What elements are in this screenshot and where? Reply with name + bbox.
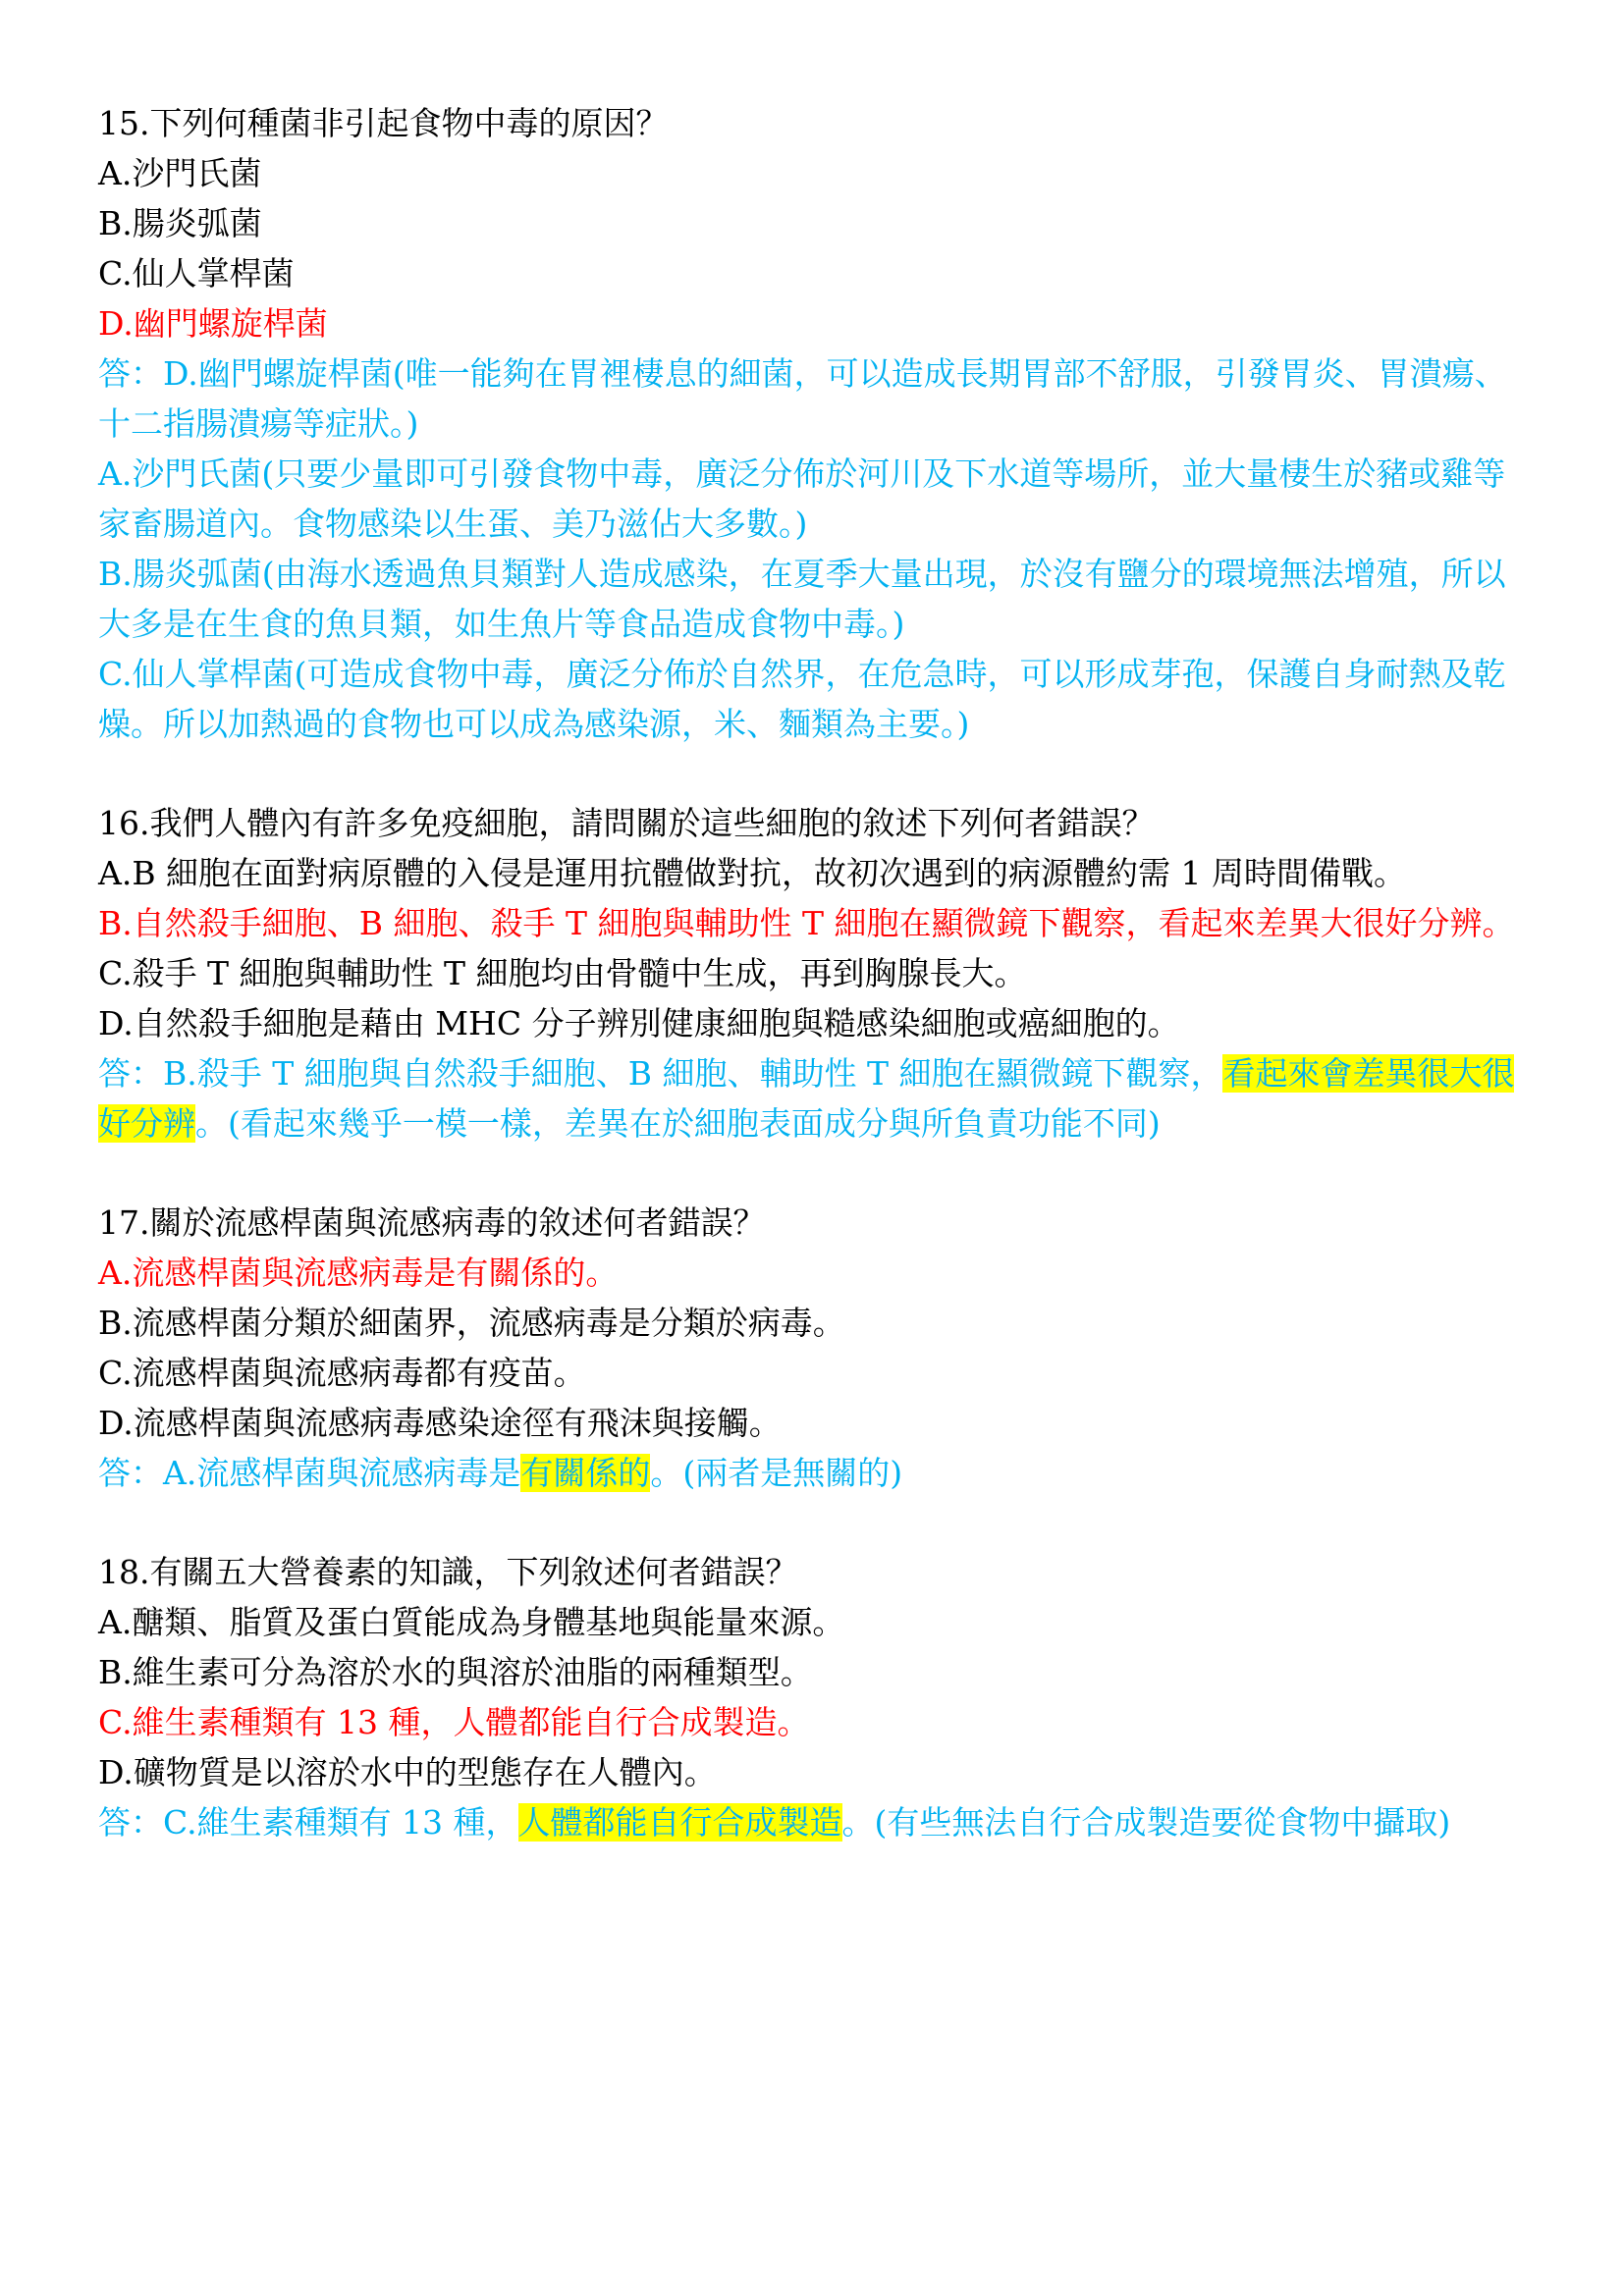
option-d: D.流感桿菌與流感病毒感染途徑有飛沫與接觸。 (98, 1404, 782, 1442)
option-d: D.礦物質是以溶於水中的型態存在人體內。 (98, 1753, 717, 1791)
answer-suffix: 。(有些無法自行合成製造要從食物中攝取) (841, 1803, 1451, 1842)
question-stem: 15.下列何種菌非引起食物中毒的原因？ (98, 104, 669, 142)
question-16 (98, 798, 1532, 1148)
question-stem: 17.關於流感桿菌與流感病毒的敘述何者錯誤？ (98, 1203, 766, 1242)
option-d: D.自然殺手細胞是藉由 MHC 分子辨別健康細胞與糙感染細胞或癌細胞的。 (98, 1004, 1180, 1042)
option-c: C.仙人掌桿菌 (98, 254, 295, 293)
answer-line (98, 1448, 1532, 1498)
option-b: B.腸炎弧菌 (98, 204, 262, 242)
answer-suffix: 。(兩者是無關的) (650, 1454, 903, 1492)
answer-prefix: 答：B.殺手 T 細胞與自然殺手細胞、B 細胞、輔助性 T 細胞在顯微鏡下觀察， (98, 1054, 1223, 1093)
option-c: C.流感桿菌與流感病毒都有疫苗。 (98, 1354, 586, 1392)
explanation-c: C.仙人掌桿菌(可造成食物中毒，廣泛分佈於自然界，在危急時，可以形成芽孢，保護自身耐熱及乾燥。所以加熱過的食物也可以成為感染源，米、麵類為主要。) (98, 655, 1506, 743)
document-page (98, 98, 1532, 1896)
option-d-correct: D.幽門螺旋桿菌 (98, 304, 328, 343)
option-b: B.流感桿菌分類於細菌界，流感病毒是分類於病毒。 (98, 1304, 845, 1342)
option-a-correct: A.流感桿菌與流感病毒是有關係的。 (98, 1254, 619, 1292)
question-17 (98, 1198, 1532, 1498)
question-18 (98, 1547, 1532, 1847)
answer-highlight: 人體都能自行合成製造 (517, 1803, 842, 1842)
answer-highlight: 看起來會差異很大很好分辨 (98, 1054, 1515, 1143)
answer-line (98, 1048, 1532, 1148)
option-b: B.維生素可分為溶於水的與溶於油脂的兩種類型。 (98, 1653, 813, 1691)
answer-line (98, 1797, 1532, 1847)
question-stem: 18.有關五大營養素的知識，下列敘述何者錯誤？ (98, 1553, 798, 1591)
answer-suffix: 。(看起來幾乎一模一樣，差異在於細胞表面成分與所負責功能不同) (195, 1104, 1161, 1143)
option-a: A.沙門氏菌 (98, 154, 262, 192)
question-15 (98, 98, 1532, 749)
answer-prefix: 答：C.維生素種類有 13 種， (98, 1803, 518, 1842)
answer-line: 答：D.幽門螺旋桿菌(唯一能夠在胃裡棲息的細菌，可以造成長期胃部不舒服，引發胃炎、胃潰瘍、十二指腸潰瘍等症狀。) (98, 354, 1507, 443)
question-stem: 16.我們人體內有許多免疫細胞，請問關於這些細胞的敘述下列何者錯誤？ (98, 804, 1155, 842)
explanation-a: A.沙門氏菌(只要少量即可引發食物中毒，廣泛分佈於河川及下水道等場所，並大量棲生於豬或雞等家畜腸道內。食物感染以生蛋、美乃滋佔大多數。) (98, 454, 1506, 543)
answer-prefix: 答：A.流感桿菌與流感病毒是 (98, 1454, 521, 1492)
option-a: A.醣類、脂質及蛋白質能成為身體基地與能量來源。 (98, 1603, 845, 1641)
answer-highlight: 有關係的 (520, 1454, 651, 1492)
option-c: C.殺手 T 細胞與輔助性 T 細胞均由骨髓中生成，再到胸腺長大。 (98, 954, 1027, 992)
explanation-b: B.腸炎弧菌(由海水透過魚貝類對人造成感染，在夏季大量出現，於沒有鹽分的環境無法增殖，所以大多是在生食的魚貝類，如生魚片等食品造成食物中毒。) (98, 555, 1506, 643)
option-b-correct: B.自然殺手細胞、B 細胞、殺手 T 細胞與輔助性 T 細胞在顯微鏡下觀察，看起來差異大很好分辨。 (98, 904, 1515, 942)
option-a: A.B 細胞在面對病原體的入侵是運用抗體做對抗，故初次遇到的病源體約需 1 周時間備戰。 (98, 854, 1407, 892)
option-c-correct: C.維生素種類有 13 種，人體都能自行合成製造。 (98, 1703, 810, 1741)
